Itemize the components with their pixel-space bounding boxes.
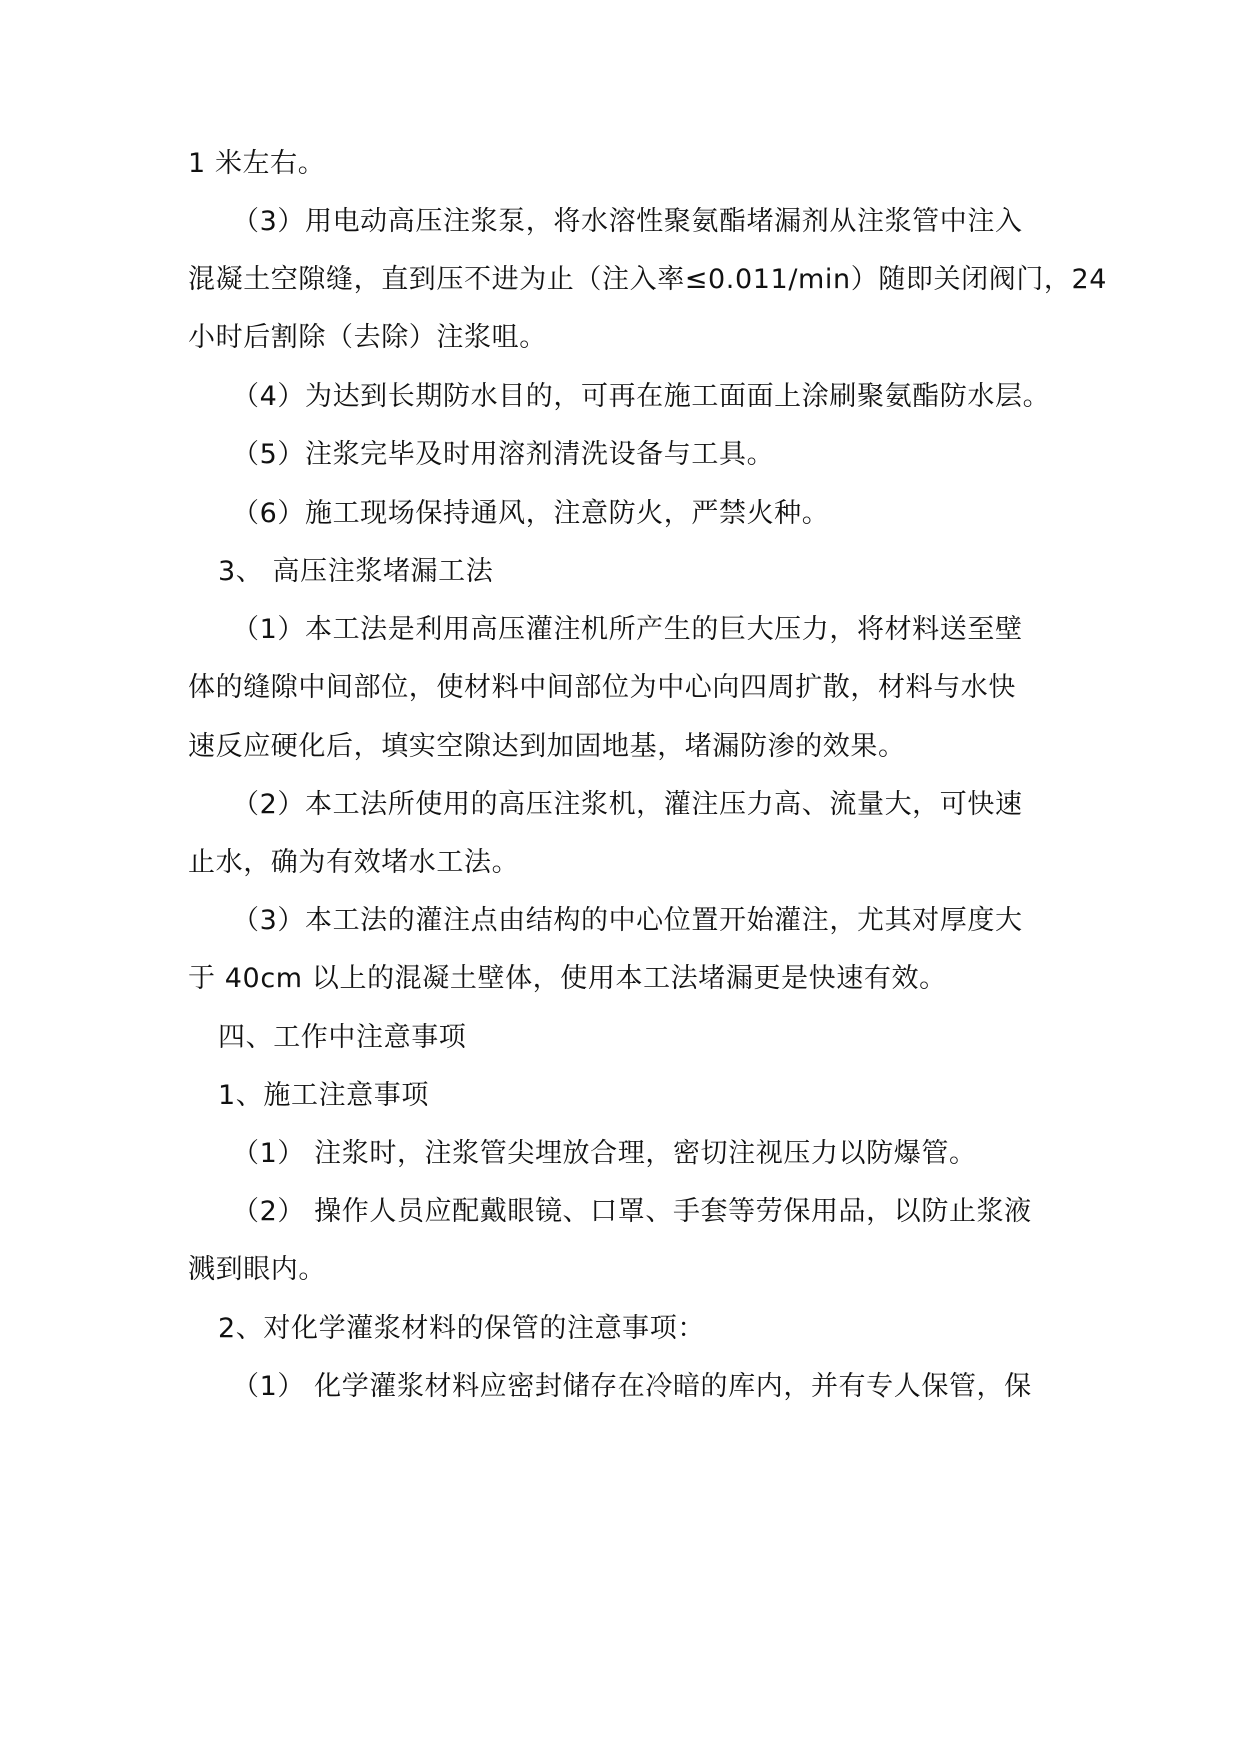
text-line: 止水，确为有效堵水工法。 [188, 847, 520, 878]
text-line: （5）注浆完毕及时用溶剂清洗设备与工具。 [232, 439, 775, 470]
text-line: 于 40cm 以上的混凝土壁体，使用本工法堵漏更是快速有效。 [188, 963, 947, 994]
text-line: （2） 操作人员应配戴眼镜、口罩、手套等劳保用品，以防止浆液 [232, 1196, 1032, 1227]
text-line: 速反应硬化后，填实空隙达到加固地基，堵漏防渗的效果。 [188, 731, 906, 762]
text-line: （1） 注浆时，注浆管尖埋放合理，密切注视压力以防爆管。 [232, 1138, 977, 1169]
text-line: （4）为达到长期防水目的，可再在施工面面上涂刷聚氨酯防水层。 [232, 381, 1051, 412]
section-heading: 3、 高压注浆堵漏工法 [218, 556, 494, 587]
text-line: （1） 化学灌浆材料应密封储存在冷暗的库内，并有专人保管，保 [232, 1371, 1032, 1402]
text-line: 1 米左右。 [188, 148, 326, 179]
subsection-heading: 1、施工注意事项 [218, 1080, 429, 1111]
text-line: （3）本工法的灌注点由结构的中心位置开始灌注，尤其对厚度大 [232, 905, 1023, 936]
text-line: 小时后割除（去除）注浆咀。 [188, 322, 547, 353]
text-line: 混凝土空隙缝，直到压不进为止（注入率≤0.011/min）随即关闭阀门，24 [188, 264, 1108, 295]
text-line: 体的缝隙中间部位，使材料中间部位为中心向四周扩散，材料与水快 [188, 672, 1016, 703]
text-line: 溅到眼内。 [188, 1254, 326, 1285]
text-line: （6）施工现场保持通风，注意防火，严禁火种。 [232, 498, 830, 529]
subsection-heading: 2、对化学灌浆材料的保管的注意事项： [218, 1313, 705, 1344]
text-line: （2）本工法所使用的高压注浆机，灌注压力高、流量大，可快速 [232, 789, 1023, 820]
section-heading: 四、工作中注意事项 [218, 1022, 467, 1053]
text-line: （1）本工法是利用高压灌注机所产生的巨大压力，将材料送至壁 [232, 614, 1023, 645]
text-line: （3）用电动高压注浆泵，将水溶性聚氨酯堵漏剂从注浆管中注入 [232, 206, 1023, 237]
